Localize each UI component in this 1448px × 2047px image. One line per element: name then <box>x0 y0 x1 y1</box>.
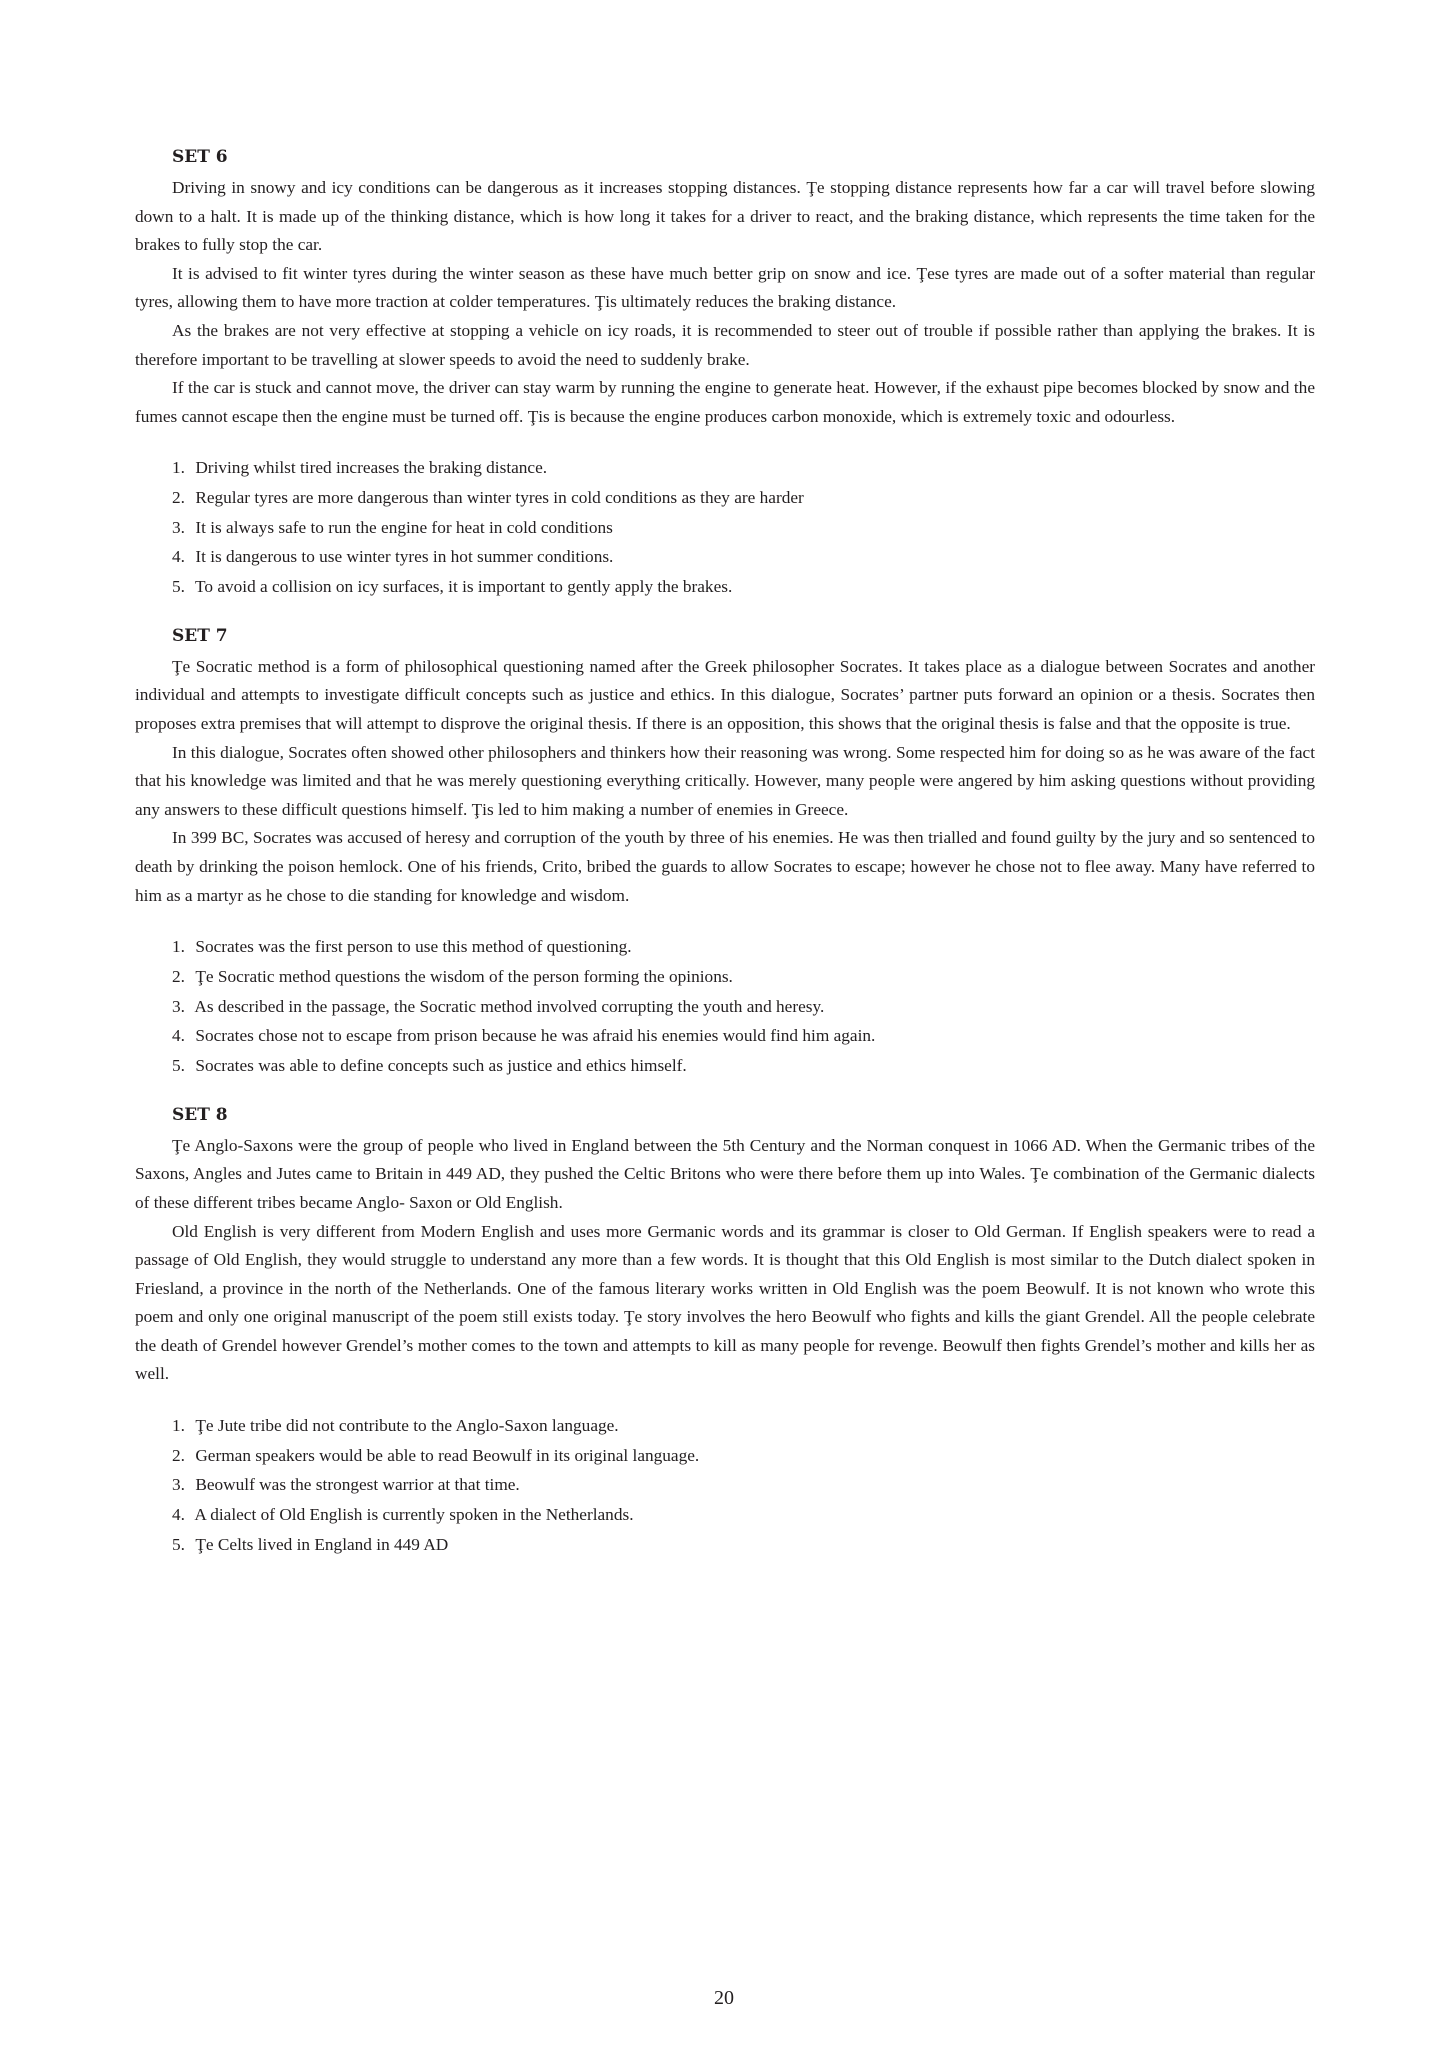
statement-text: Ţe Celts lived in England in 449 AD <box>195 1534 449 1554</box>
passage-paragraph: It is advised to fit winter tyres during the winter season as these have much better grip on snow and ice. Ţese tyres are made out of a softer material than regular tyres, allowing them to have more traction at colder temperatures. Ţis ultimately reduces the braking distance. <box>135 263 1315 312</box>
statement-text: It is dangerous to use winter tyres in hot summer conditions. <box>195 547 614 567</box>
passage-paragraph: Driving in snowy and icy conditions can be dangerous as it increases stopping distances. Ţe stopping distance represents how far a car will travel before slowing down to a halt. It is made up of the thinking distance, which is how long it takes for a driver to react, and the braking distance, which represents the time taken for the brakes to fully stop the car. <box>135 178 1315 255</box>
statement-item <box>135 453 1315 483</box>
statement-item <box>135 1411 1315 1441</box>
statement-text: To avoid a collision on icy surfaces, it is important to gently apply the brakes. <box>195 577 733 597</box>
statement-item <box>135 542 1315 572</box>
passage-paragraph: Old English is very different from Modern English and uses more Germanic words and its grammar is closer to Old German. If English speakers were to read a passage of Old English, they would struggle to understand any more than a few words. It is thought that this Old English is most similar to the Dutch dialect spoken in Friesland, a province in the north of the Netherlands. One of the famous literary works written in Old English was the poem Beowulf. It is not known who wrote this poem and only one original manuscript of the poem still exists today. Ţe story involves the hero Beowulf who fights and kills the giant Grendel. All the people celebrate the death of Grendel however Grendel’s mother comes to the town and attempts to kill as many people for revenge. Beowulf then fights Grendel’s mother and kills her as well. <box>135 1221 1315 1384</box>
statement-text: Ţe Socratic method questions the wisdom of the person forming the opinions. <box>195 966 733 986</box>
statement-text: Socrates was the first person to use this method of questioning. <box>195 937 632 957</box>
statement-item <box>135 1021 1315 1051</box>
passage-paragraph: Ţe Anglo-Saxons were the group of people who lived in England between the 5th Century and the Norman conquest in 1066 AD. When the Germanic tribes of the Saxons, Angles and Jutes came to Britain in 449 AD, they pushed the Celtic Britons who were there before them up into Wales. Ţe combination of the Germanic dialects of these different tribes became Anglo- Saxon or Old English. <box>135 1135 1315 1212</box>
statement-item <box>135 1051 1315 1081</box>
statement-number: 4. <box>172 547 185 567</box>
passage-paragraph: In this dialogue, Socrates often showed other philosophers and thinkers how their reasoning was wrong. Some respected him for doing so as he was aware of the fact that his knowledge was limited and that he was merely questioning everything critically. However, many people were angered by him asking questions without providing any answers to these difficult questions himself. Ţis led to him making a number of enemies in Greece. <box>135 742 1315 819</box>
statement-number: 3. <box>172 1475 185 1495</box>
statement-item <box>135 992 1315 1022</box>
passage-paragraph: If the car is stuck and cannot move, the driver can stay warm by running the engine to generate heat. However, if the exhaust pipe becomes blocked by snow and the fumes cannot escape then the engine must be turned off. Ţis is because the engine produces carbon monoxide, which is extremely toxic and odourless. <box>135 378 1315 426</box>
passage-paragraph: As the brakes are not very effective at stopping a vehicle on icy roads, it is recommended to steer out of trouble if possible rather than applying the brakes. It is therefore important to be travelling at slower speeds to avoid the need to suddenly brake. <box>135 320 1315 369</box>
page-content <box>135 146 1315 1583</box>
page-number: 20 <box>714 1987 734 2009</box>
statement-number: 4. <box>172 1026 185 1046</box>
statement-list <box>135 932 1315 1081</box>
passage-paragraph: Ţe Socratic method is a form of philosophical questioning named after the Greek philosopher Socrates. It takes place as a dialogue between Socrates and another individual and attempts to investigate difficult concepts such as justice and ethics. In this dialogue, Socrates’ partner puts forward an opinion or a thesis. Socrates then proposes extra premises that will attempt to disprove the original thesis. If there is an opposition, this shows that the original thesis is false and that the opposite is true. <box>135 656 1315 734</box>
statement-number: 3. <box>172 517 185 537</box>
statement-number: 5. <box>172 1056 185 1076</box>
statement-item <box>135 962 1315 992</box>
statement-number: 4. <box>172 1505 185 1525</box>
set-8 <box>135 1104 1315 1560</box>
statement-item <box>135 1441 1315 1471</box>
set-heading: SET 7 <box>172 625 228 646</box>
statement-number: 2. <box>172 966 185 986</box>
statement-text: Regular tyres are more dangerous than winter tyres in cold conditions as they are harder <box>195 488 804 508</box>
statement-text: It is always safe to run the engine for heat in cold conditions <box>195 517 613 537</box>
set-heading: SET 6 <box>172 147 228 167</box>
statement-list <box>135 1411 1315 1560</box>
statement-number: 2. <box>172 488 185 508</box>
statement-text: Socrates was able to define concepts such as justice and ethics himself. <box>195 1056 687 1076</box>
statement-text: Driving whilst tired increases the braking distance. <box>195 458 548 478</box>
passage-paragraph: In 399 BC, Socrates was accused of heresy and corruption of the youth by three of his enemies. He was then trialled and found guilty by the jury and so sentenced to death by drinking the poison hemlock. One of his friends, Crito, bribed the guards to allow Socrates to escape; however he chose not to flee away. Many have referred to him as a martyr as he chose to die standing for knowledge and wisdom. <box>135 828 1315 905</box>
statement-text: German speakers would be able to read Beowulf in its original language. <box>195 1445 700 1465</box>
statement-item <box>135 1470 1315 1500</box>
statement-number: 3. <box>172 996 185 1016</box>
statement-text: As described in the passage, the Socratic method involved corrupting the youth and heresy. <box>194 996 825 1016</box>
statement-text: A dialect of Old English is currently spoken in the Netherlands. <box>194 1505 634 1525</box>
statement-item <box>135 572 1315 602</box>
statement-item <box>135 1500 1315 1530</box>
statement-list <box>135 453 1315 602</box>
statement-text: Beowulf was the strongest warrior at that time. <box>195 1475 520 1495</box>
set-6 <box>135 146 1315 602</box>
statement-item <box>135 1530 1315 1560</box>
statement-number: 1. <box>172 1416 185 1436</box>
statement-item <box>135 483 1315 513</box>
statement-number: 5. <box>172 577 185 597</box>
set-heading: SET 8 <box>172 1104 228 1125</box>
statement-text: Ţe Jute tribe did not contribute to the Anglo-Saxon language. <box>195 1416 619 1436</box>
statement-number: 1. <box>172 458 185 478</box>
statement-number: 5. <box>172 1534 185 1554</box>
statement-item <box>135 513 1315 543</box>
statement-number: 2. <box>172 1445 185 1465</box>
set-7 <box>135 625 1315 1081</box>
statement-item <box>135 932 1315 962</box>
statement-text: Socrates chose not to escape from prison because he was afraid his enemies would find him again. <box>195 1026 876 1046</box>
statement-number: 1. <box>172 937 185 957</box>
